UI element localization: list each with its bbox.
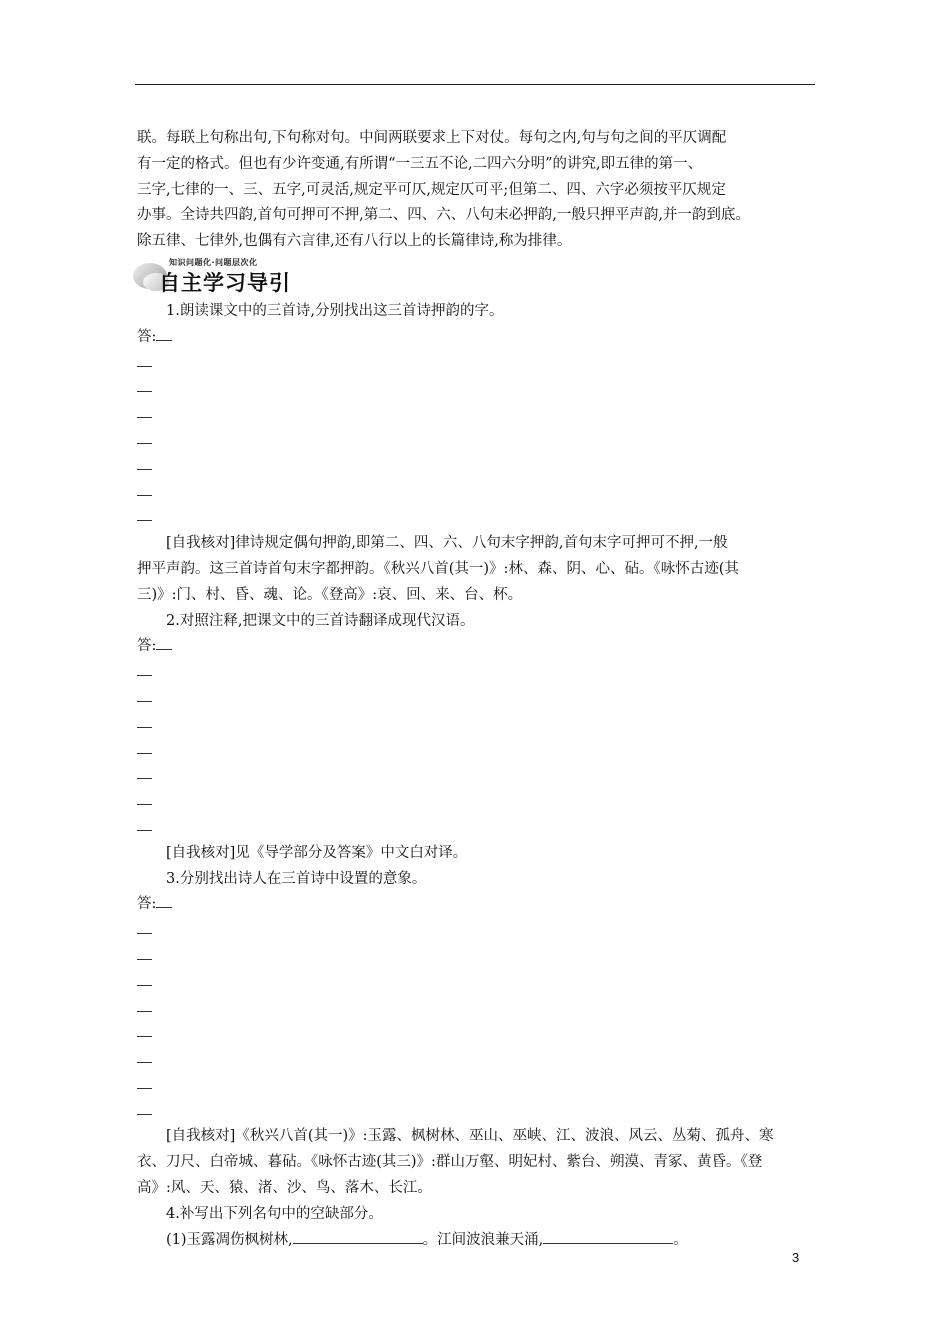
check-1-line-2: 押平声韵。这三首诗首句末字都押韵。《秋兴八首(其一)》:林、森、阴、心、砧。《咏怀古迹(其	[137, 560, 739, 577]
check-3-line-1: [自我核对]《秋兴八首(其一)》:玉露、枫树林、巫山、巫峡、江、波浪、风云、丛菊、孤舟、寒	[166, 1128, 774, 1145]
intro-line-3: 三字,七律的一、三、五字,可灵活,规定平可仄,规定仄可平;但第二、四、六字必须按平仄规定	[137, 181, 726, 198]
question-1: 1.朗读课文中的三首诗,分别找出这三首诗押韵的字。	[166, 302, 504, 319]
check-1-line-1: [自我核对]律诗规定偶句押韵,即第二、四、六、八句末字押韵,首句末字可押可不押,一般	[166, 535, 728, 552]
answer-line[interactable]	[137, 712, 817, 738]
answer-line[interactable]	[137, 944, 817, 970]
answer-line[interactable]	[137, 1073, 817, 1099]
question-2: 2.对照注释,把课文中的三首诗翻译成现代汉语。	[166, 612, 475, 629]
answer-line[interactable]	[137, 660, 817, 686]
answer-prefix: 答:	[137, 638, 157, 655]
answer-line[interactable]	[137, 970, 817, 996]
check-1-line-3: 三)》:门、村、昏、魂、论。《登高》:哀、回、来、台、杯。	[137, 586, 523, 603]
answer-line[interactable]	[137, 505, 817, 531]
check-3-line-3: 高》:风、天、猿、渚、沙、鸟、落木、长江。	[137, 1180, 432, 1197]
fill-text-c: 。	[673, 1231, 688, 1248]
check-3-line-2: 衣、刀尺、白帝城、暮砧。《咏怀古迹(其三)》:群山万壑、明妃村、紫台、朔漠、青冢、黄昏。《登	[137, 1154, 763, 1171]
fill-text-a: (1)玉露凋伤枫树林,	[166, 1231, 293, 1248]
answer-blank[interactable]	[156, 893, 172, 908]
section-banner	[137, 257, 817, 293]
check-2-line-1: [自我核对]见《导学部分及答案》中文白对译。	[166, 844, 468, 861]
question-3: 3.分别找出诗人在三首诗中设置的意象。	[166, 870, 427, 887]
answer-label-1	[137, 325, 817, 351]
answer-blank[interactable]	[156, 326, 172, 341]
document-body	[137, 126, 817, 1253]
answer-line[interactable]	[137, 428, 817, 454]
answer-line[interactable]	[137, 763, 817, 789]
page-number: 3	[792, 1250, 800, 1265]
fill-blank-2[interactable]	[543, 1229, 673, 1244]
banner-subtitle: 知识问题化·问题层次化	[169, 257, 258, 267]
fill-text-b: 。江间波浪兼天涌,	[422, 1231, 544, 1248]
answer-prefix: 答:	[137, 896, 157, 913]
banner-title: 自主学习导引	[159, 270, 291, 295]
answer-line[interactable]	[137, 815, 817, 841]
answer-line[interactable]	[137, 351, 817, 377]
answer-line[interactable]	[137, 686, 817, 712]
answer-blank[interactable]	[156, 635, 172, 650]
question-4: 4.补写出下列名句中的空缺部分。	[166, 1205, 383, 1222]
answer-line[interactable]	[137, 480, 817, 506]
intro-line-5: 除五律、七律外,也偶有六言律,还有八行以上的长篇律诗,称为排律。	[137, 233, 572, 250]
answer-label-3	[137, 892, 817, 918]
fill-item-1	[137, 1228, 817, 1254]
answer-line[interactable]	[137, 376, 817, 402]
answer-line[interactable]	[137, 996, 817, 1022]
intro-line-1: 联。每联上句称出句,下句称对句。中间两联要求上下对仗。每句之内,句与句之间的平仄调配	[137, 130, 727, 146]
answer-line[interactable]	[137, 402, 817, 428]
answer-line[interactable]	[137, 1047, 817, 1073]
answer-line[interactable]	[137, 454, 817, 480]
answer-line[interactable]	[137, 918, 817, 944]
answer-line[interactable]	[137, 1021, 817, 1047]
header-rule	[135, 84, 815, 85]
answer-prefix: 答:	[137, 328, 157, 345]
answer-line[interactable]	[137, 738, 817, 764]
fill-blank-1[interactable]	[293, 1229, 423, 1244]
answer-line[interactable]	[137, 789, 817, 815]
answer-label-2	[137, 634, 817, 660]
answer-line[interactable]	[137, 1099, 817, 1125]
intro-line-2: 有一定的格式。但也有少许变通,有所谓“一三五不论,二四六分明”的讲究,即五律的第一、	[137, 155, 703, 172]
intro-line-4: 办事。全诗共四韵,首句可押可不押,第二、四、六、八句末必押韵,一般只押平声韵,并一韵到底。	[137, 207, 750, 224]
